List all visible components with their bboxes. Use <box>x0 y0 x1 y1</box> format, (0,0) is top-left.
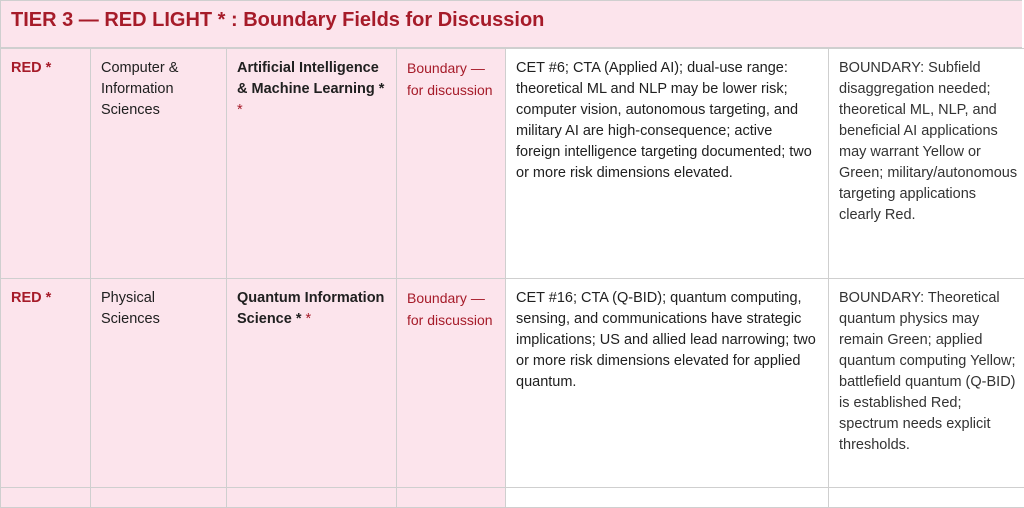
domain-cell <box>91 49 227 279</box>
boundary-fields-table <box>0 48 1024 508</box>
status-cell <box>397 49 506 279</box>
domain-label: Physical Sciences <box>101 290 160 327</box>
cell <box>829 488 1024 508</box>
cell <box>227 488 397 508</box>
table-row-partial <box>1 488 1024 508</box>
rationale-cell <box>506 49 829 279</box>
status-label: Boundary — for discussion <box>407 60 493 98</box>
field-name: Quantum Information Science * <box>237 290 384 327</box>
status-label: Boundary — for discussion <box>407 290 493 328</box>
rationale-text: CET #6; CTA (Applied AI); dual-use range: theoretical ML and NLP may be lower risk; computer vision, autonomous targeting, and military AI are high-consequence; active foreign intelligence targeting documented; two or more risk dimensions elevated. <box>516 60 812 181</box>
domain-label: Computer & Information Sciences <box>101 60 178 118</box>
section-title: TIER 3 — RED LIGHT * : Boundary Fields for Discussion <box>11 9 544 32</box>
table-row <box>1 49 1024 279</box>
field-name: Artificial Intelligence & Machine Learning * <box>237 60 384 97</box>
tier-label: RED * <box>11 60 51 76</box>
rationale-cell <box>506 279 829 488</box>
field-star-marker: * <box>306 311 312 327</box>
cell <box>506 488 829 508</box>
field-star-marker: * <box>237 102 243 118</box>
tier-label: RED * <box>11 290 51 306</box>
domain-cell <box>91 279 227 488</box>
boundary-notes-text: BOUNDARY: Theoretical quantum physics may remain Green; applied quantum computing Yellow; battlefield quantum (Q-BID) is established Red; spectrum needs explicit thresholds. <box>839 290 1016 453</box>
rationale-text: CET #16; CTA (Q-BID); quantum computing, sensing, and communications have strategic implications; US and allied lead narrowing; two or more risk dimensions elevated for applied quantum. <box>516 290 816 390</box>
cell <box>397 488 506 508</box>
cell <box>91 488 227 508</box>
field-cell <box>227 279 397 488</box>
table-row <box>1 279 1024 488</box>
tier-cell <box>1 279 91 488</box>
tier-cell <box>1 49 91 279</box>
cell <box>1 488 91 508</box>
status-cell <box>397 279 506 488</box>
notes-cell <box>829 49 1024 279</box>
notes-cell <box>829 279 1024 488</box>
boundary-notes-text: BOUNDARY: Subfield disaggregation needed; theoretical ML, NLP, and beneficial AI applications may warrant Yellow or Green; military/autonomous targeting applications clearly Red. <box>839 60 1017 223</box>
field-cell <box>227 49 397 279</box>
section-header <box>0 0 1022 48</box>
